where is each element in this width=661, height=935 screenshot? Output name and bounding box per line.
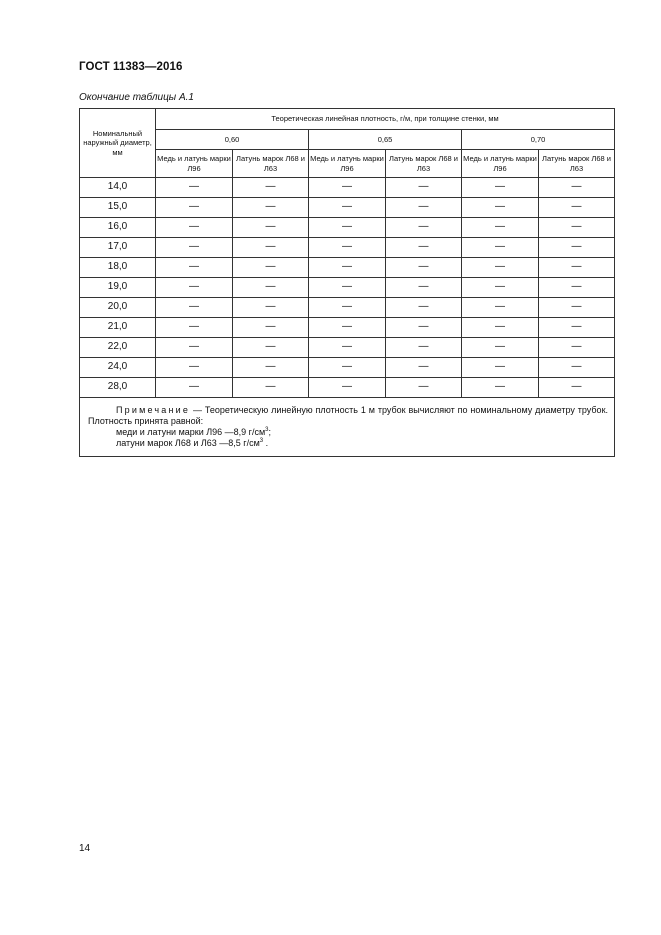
header-row-thickness bbox=[80, 130, 615, 150]
note-brass-exponent: 3 bbox=[259, 438, 264, 445]
density-cell: — bbox=[539, 218, 615, 238]
note-brass-text: латуни марок Л68 и Л63 —8,5 г/см bbox=[116, 438, 260, 449]
density-cell: — bbox=[233, 278, 309, 298]
col-header-density: Теоретическая линейная плотность, г/м, при толщине стенки, мм bbox=[156, 109, 615, 130]
col-header-diameter: Номинальный наружный диаметр, мм bbox=[80, 109, 156, 178]
material-header: Медь и латунь марки Л96 bbox=[462, 150, 539, 178]
density-cell: — bbox=[156, 218, 233, 238]
density-cell: — bbox=[539, 258, 615, 278]
header-row-material bbox=[80, 150, 615, 178]
density-cell: — bbox=[309, 258, 386, 278]
density-cell: — bbox=[156, 258, 233, 278]
density-cell: — bbox=[462, 278, 539, 298]
density-cell: — bbox=[462, 238, 539, 258]
density-cell: — bbox=[309, 338, 386, 358]
table-row bbox=[80, 298, 615, 318]
density-cell: — bbox=[462, 358, 539, 378]
density-cell: — bbox=[233, 198, 309, 218]
density-cell: — bbox=[309, 378, 386, 398]
density-cell: — bbox=[309, 238, 386, 258]
density-cell: — bbox=[462, 298, 539, 318]
material-header: Медь и латунь марки Л96 bbox=[309, 150, 386, 178]
table-row bbox=[80, 258, 615, 278]
density-cell: — bbox=[156, 178, 233, 198]
density-cell: — bbox=[386, 298, 462, 318]
diameter-cell: 14,0 bbox=[80, 178, 156, 198]
note-copper-line bbox=[88, 427, 608, 438]
diameter-cell: 20,0 bbox=[80, 298, 156, 318]
table-row bbox=[80, 278, 615, 298]
table-row bbox=[80, 178, 615, 198]
material-header: Медь и латунь марки Л96 bbox=[156, 150, 233, 178]
density-cell: — bbox=[309, 178, 386, 198]
note-brass-line bbox=[88, 438, 608, 449]
density-cell: — bbox=[233, 258, 309, 278]
diameter-cell: 28,0 bbox=[80, 378, 156, 398]
density-cell: — bbox=[462, 318, 539, 338]
density-cell: — bbox=[156, 198, 233, 218]
material-header: Латунь марок Л68 и Л63 bbox=[233, 150, 309, 178]
density-table bbox=[79, 108, 615, 457]
diameter-cell: 19,0 bbox=[80, 278, 156, 298]
thickness-header: 0,70 bbox=[462, 130, 615, 150]
diameter-cell: 18,0 bbox=[80, 258, 156, 278]
note-brass-tail: . bbox=[263, 438, 269, 449]
density-cell: — bbox=[156, 318, 233, 338]
density-cell: — bbox=[539, 238, 615, 258]
density-cell: — bbox=[386, 198, 462, 218]
table-row bbox=[80, 358, 615, 378]
density-cell: — bbox=[156, 338, 233, 358]
density-cell: — bbox=[462, 218, 539, 238]
density-cell: — bbox=[233, 338, 309, 358]
table-row bbox=[80, 218, 615, 238]
material-header: Латунь марок Л68 и Л63 bbox=[539, 150, 615, 178]
density-cell: — bbox=[539, 338, 615, 358]
header-row-group bbox=[80, 109, 615, 130]
density-cell: — bbox=[386, 358, 462, 378]
table-body bbox=[80, 178, 615, 398]
table-caption: Окончание таблицы А.1 bbox=[79, 92, 194, 103]
density-cell: — bbox=[386, 218, 462, 238]
density-cell: — bbox=[386, 258, 462, 278]
density-cell: — bbox=[156, 378, 233, 398]
note-text: — Теоретическую линейную плотность 1 м трубок вычисляют по номинальному диаметру трубок. Плотность принята равной: bbox=[88, 404, 609, 426]
density-cell: — bbox=[539, 318, 615, 338]
density-cell: — bbox=[386, 238, 462, 258]
density-cell: — bbox=[386, 318, 462, 338]
density-cell: — bbox=[233, 298, 309, 318]
note-label: Примечание bbox=[116, 404, 191, 415]
density-cell: — bbox=[309, 198, 386, 218]
density-cell: — bbox=[233, 358, 309, 378]
note-row bbox=[80, 398, 615, 457]
diameter-cell: 24,0 bbox=[80, 358, 156, 378]
note-copper-exponent: 3 bbox=[265, 427, 269, 433]
table-row bbox=[80, 238, 615, 258]
density-cell: — bbox=[233, 178, 309, 198]
table-row bbox=[80, 338, 615, 358]
density-cell: — bbox=[462, 178, 539, 198]
density-cell: — bbox=[386, 178, 462, 198]
density-cell: — bbox=[309, 218, 386, 238]
density-cell: — bbox=[156, 238, 233, 258]
density-cell: — bbox=[462, 198, 539, 218]
material-header: Латунь марок Л68 и Л63 bbox=[386, 150, 462, 178]
density-cell: — bbox=[309, 298, 386, 318]
diameter-cell: 16,0 bbox=[80, 218, 156, 238]
diameter-cell: 15,0 bbox=[80, 198, 156, 218]
density-cell: — bbox=[539, 198, 615, 218]
density-cell: — bbox=[233, 218, 309, 238]
density-cell: — bbox=[539, 278, 615, 298]
density-cell: — bbox=[462, 258, 539, 278]
density-cell: — bbox=[386, 338, 462, 358]
density-cell: — bbox=[233, 238, 309, 258]
table-note bbox=[80, 398, 615, 457]
density-cell: — bbox=[386, 278, 462, 298]
document-code: ГОСТ 11383—2016 bbox=[79, 61, 183, 73]
density-cell: — bbox=[309, 278, 386, 298]
note-copper-text: меди и латуни марки Л96 —8,9 г/см bbox=[116, 427, 266, 437]
table-row bbox=[80, 318, 615, 338]
density-cell: — bbox=[156, 298, 233, 318]
density-cell: — bbox=[386, 378, 462, 398]
table-row bbox=[80, 378, 615, 398]
thickness-header: 0,60 bbox=[156, 130, 309, 150]
density-cell: — bbox=[539, 178, 615, 198]
density-cell: — bbox=[156, 278, 233, 298]
note-main-line bbox=[88, 405, 608, 428]
density-cell: — bbox=[539, 298, 615, 318]
density-cell: — bbox=[156, 358, 233, 378]
density-cell: — bbox=[233, 318, 309, 338]
density-cell: — bbox=[462, 378, 539, 398]
density-cell: — bbox=[462, 338, 539, 358]
diameter-cell: 21,0 bbox=[80, 318, 156, 338]
diameter-cell: 17,0 bbox=[80, 238, 156, 258]
density-cell: — bbox=[309, 318, 386, 338]
density-cell: — bbox=[539, 358, 615, 378]
density-cell: — bbox=[233, 378, 309, 398]
thickness-header: 0,65 bbox=[309, 130, 462, 150]
page-number: 14 bbox=[79, 843, 91, 854]
diameter-cell: 22,0 bbox=[80, 338, 156, 358]
table-row bbox=[80, 198, 615, 218]
density-cell: — bbox=[309, 358, 386, 378]
density-cell: — bbox=[539, 378, 615, 398]
note-copper-tail: ; bbox=[268, 427, 272, 437]
